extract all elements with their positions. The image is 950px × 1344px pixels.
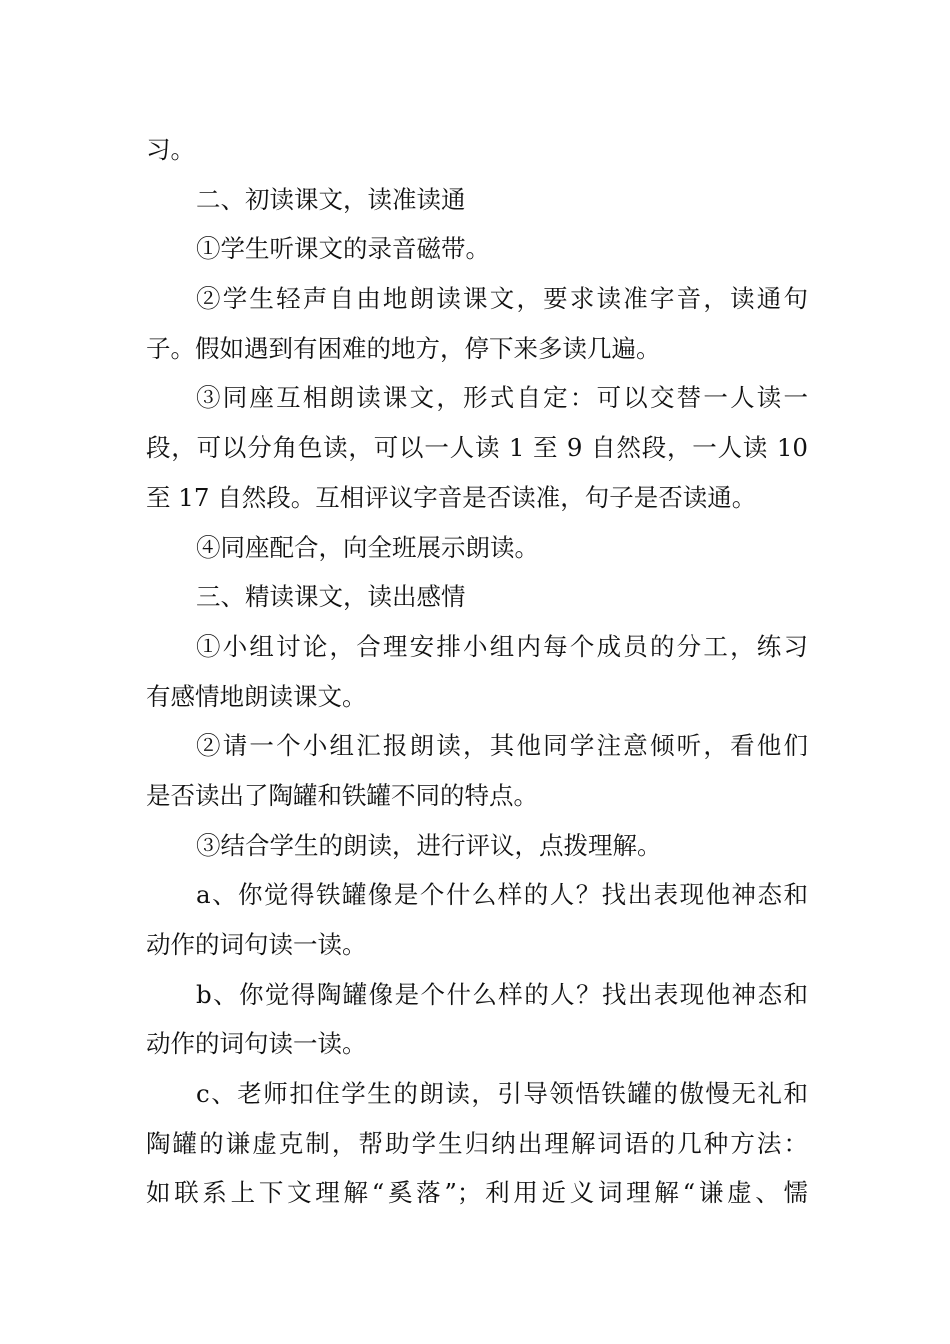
text-line: c、老师扣住学生的朗读，引导领悟铁罐的傲慢无礼和 [196,1079,808,1109]
text-line: 至 17 自然段。互相评议字音是否读准，句子是否读通。 [146,482,757,512]
text-line: ①小组讨论，合理安排小组内每个成员的分工，练习 [196,631,808,661]
text-line: 习。 [146,135,195,164]
text-line: a、你觉得铁罐像是个什么样的人？找出表现他神态和 [196,880,808,910]
text-line: ④同座配合，向全班展示朗读。 [196,532,539,562]
text-line: 是否读出了陶罐和铁罐不同的特点。 [146,780,538,810]
text-line: 动作的词句读一读。 [146,1029,367,1059]
text-line: 如联系上下文理解“奚落”；利用近义词理解“谦虚、懦 [146,1178,808,1208]
text-line: b、你觉得陶罐像是个什么样的人？找出表现他神态和 [196,979,808,1009]
text-line: ①学生听课文的录音磁带。 [196,234,490,264]
text-line: 有感情地朗读课文。 [146,681,367,711]
text-line: 三、精读课文，读出感情 [196,582,466,612]
text-line: ③同座互相朗读课文，形式自定：可以交替一人读一 [196,383,808,413]
text-line: 动作的词句读一读。 [146,930,367,959]
text-line: 二、初读课文，读准读通 [196,184,466,214]
text-line: ③结合学生的朗读，进行评议，点拨理解。 [196,830,662,860]
text-line: 段，可以分角色读，可以一人读 1 至 9 自然段，一人读 10 [146,433,808,463]
text-line: ②学生轻声自由地朗读课文，要求读准字音，读通句 [196,284,808,314]
text-line: 子。假如遇到有困难的地方，停下来多读几遍。 [146,333,661,363]
text-line: ②请一个小组汇报朗读，其他同学注意倾听，看他们 [196,731,808,761]
text-line: 陶罐的谦虚克制，帮助学生归纳出理解词语的几种方法： [146,1128,808,1158]
document-body [146,125,808,1218]
